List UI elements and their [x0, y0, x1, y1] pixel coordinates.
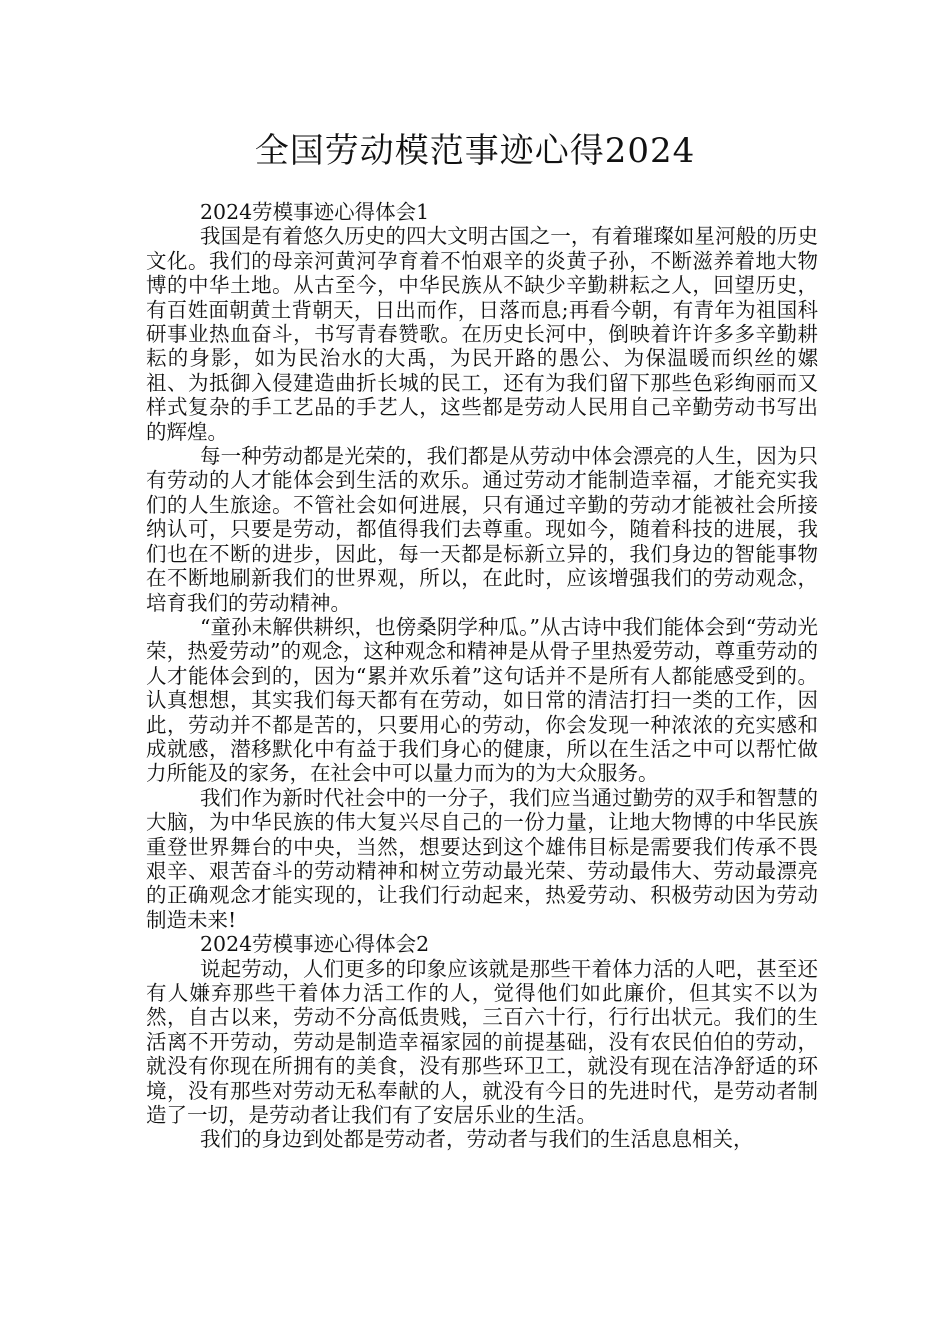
paragraph: 我国是有着悠久历史的四大文明古国之一，有着璀璨如星河般的历史文化。我们的母亲河黄河孕育着不怕艰辛的炎黄子孙，不断滋养着地大物博的中华土地。从古至今，中华民族从不缺少辛勤耕耘之人，回望历史，有百姓面朝黄土背朝天，日出而作，日落而息;再看今朝，有青年为祖国科研事业热血奋斗，书写青春赞歌。在历史长河中，倒映着许许多多辛勤耕耘的身影，如为民治水的大禹，为民开路的愚公、为保温暖而织丝的嫘祖、为抵御入侵建造曲折长城的民工，还有为我们留下那些色彩绚丽而又样式复杂的手工艺品的手艺人，这些都是劳动人民用自己辛勤劳动书写出的辉煌。: [146, 224, 818, 444]
section-heading: 2024劳模事迹心得体会1: [200, 200, 430, 224]
section-heading: 2024劳模事迹心得体会2: [200, 932, 430, 957]
document-body: [146, 200, 818, 1152]
paragraph: 我们的身边到处都是劳动者，劳动者与我们的生活息息相关，: [200, 1127, 754, 1152]
paragraph: 说起劳动，人们更多的印象应该就是那些干着体力活的人吧，甚至还有人嫌弃那些干着体力活工作的人，觉得他们如此廉价，但其实不以为然，自古以来，劳动不分高低贵贱，三百六十行，行行出状元。我们的生活离不开劳动，劳动是制造幸福家园的前提基础，没有农民伯伯的劳动，就没有你现在所拥有的美食，没有那些环卫工，就没有现在洁净舒适的环境，没有那些对劳动无私奉献的人，就没有今日的先进时代，是劳动者制造了一切，是劳动者让我们有了安居乐业的生活。: [146, 956, 818, 1128]
paragraph: “童孙未解供耕织，也傍桑阴学种瓜。”从古诗中我们能体会到“劳动光荣，热爱劳动”的观念，这种观念和精神是从骨子里热爱劳动，尊重劳动的人才能体会到的，因为“累并欢乐着”这句话并不是所有人都能感受到的。认真想想，其实我们每天都有在劳动，如日常的清洁打扫一类的工作，因此，劳动并不都是苦的，只要用心的劳动，你会发现一种浓浓的充实感和成就感，潜移默化中有益于我们身心的健康，所以在生活之中可以帮忙做力所能及的家务，在社会中可以量力而为的为大众服务。: [146, 614, 818, 786]
paragraph: 每一种劳动都是光荣的，我们都是从劳动中体会漂亮的人生，因为只有劳动的人才能体会到生活的欢乐。通过劳动才能制造幸福，才能充实我们的人生旅途。不管社会如何进展，只有通过辛勤的劳动才能被社会所接纳认可，只要是劳动，都值得我们去尊重。现如今，随着科技的进展，我们也在不断的进步，因此，每一天都是标新立异的，我们身边的智能事物在不断地刷新我们的世界观，所以，在此时，应该增强我们的劳动观念，培育我们的劳动精神。: [146, 444, 818, 615]
paragraph: 我们作为新时代社会中的一分子，我们应当通过勤劳的双手和智慧的大脑，为中华民族的伟大复兴尽自己的一份力量，让地大物博的中华民族重登世界舞台的中央，当然，想要达到这个雄伟目标是需要我们传承不畏艰辛、艰苦奋斗的劳动精神和树立劳动最光荣、劳动最伟大、劳动最漂亮的正确观念才能实现的，让我们行动起来，热爱劳动、积极劳动因为劳动制造未来!: [146, 785, 818, 932]
section-1: [146, 200, 818, 932]
section-2: [146, 932, 818, 1152]
document-title: 全国劳动模范事迹心得2024: [254, 131, 696, 171]
